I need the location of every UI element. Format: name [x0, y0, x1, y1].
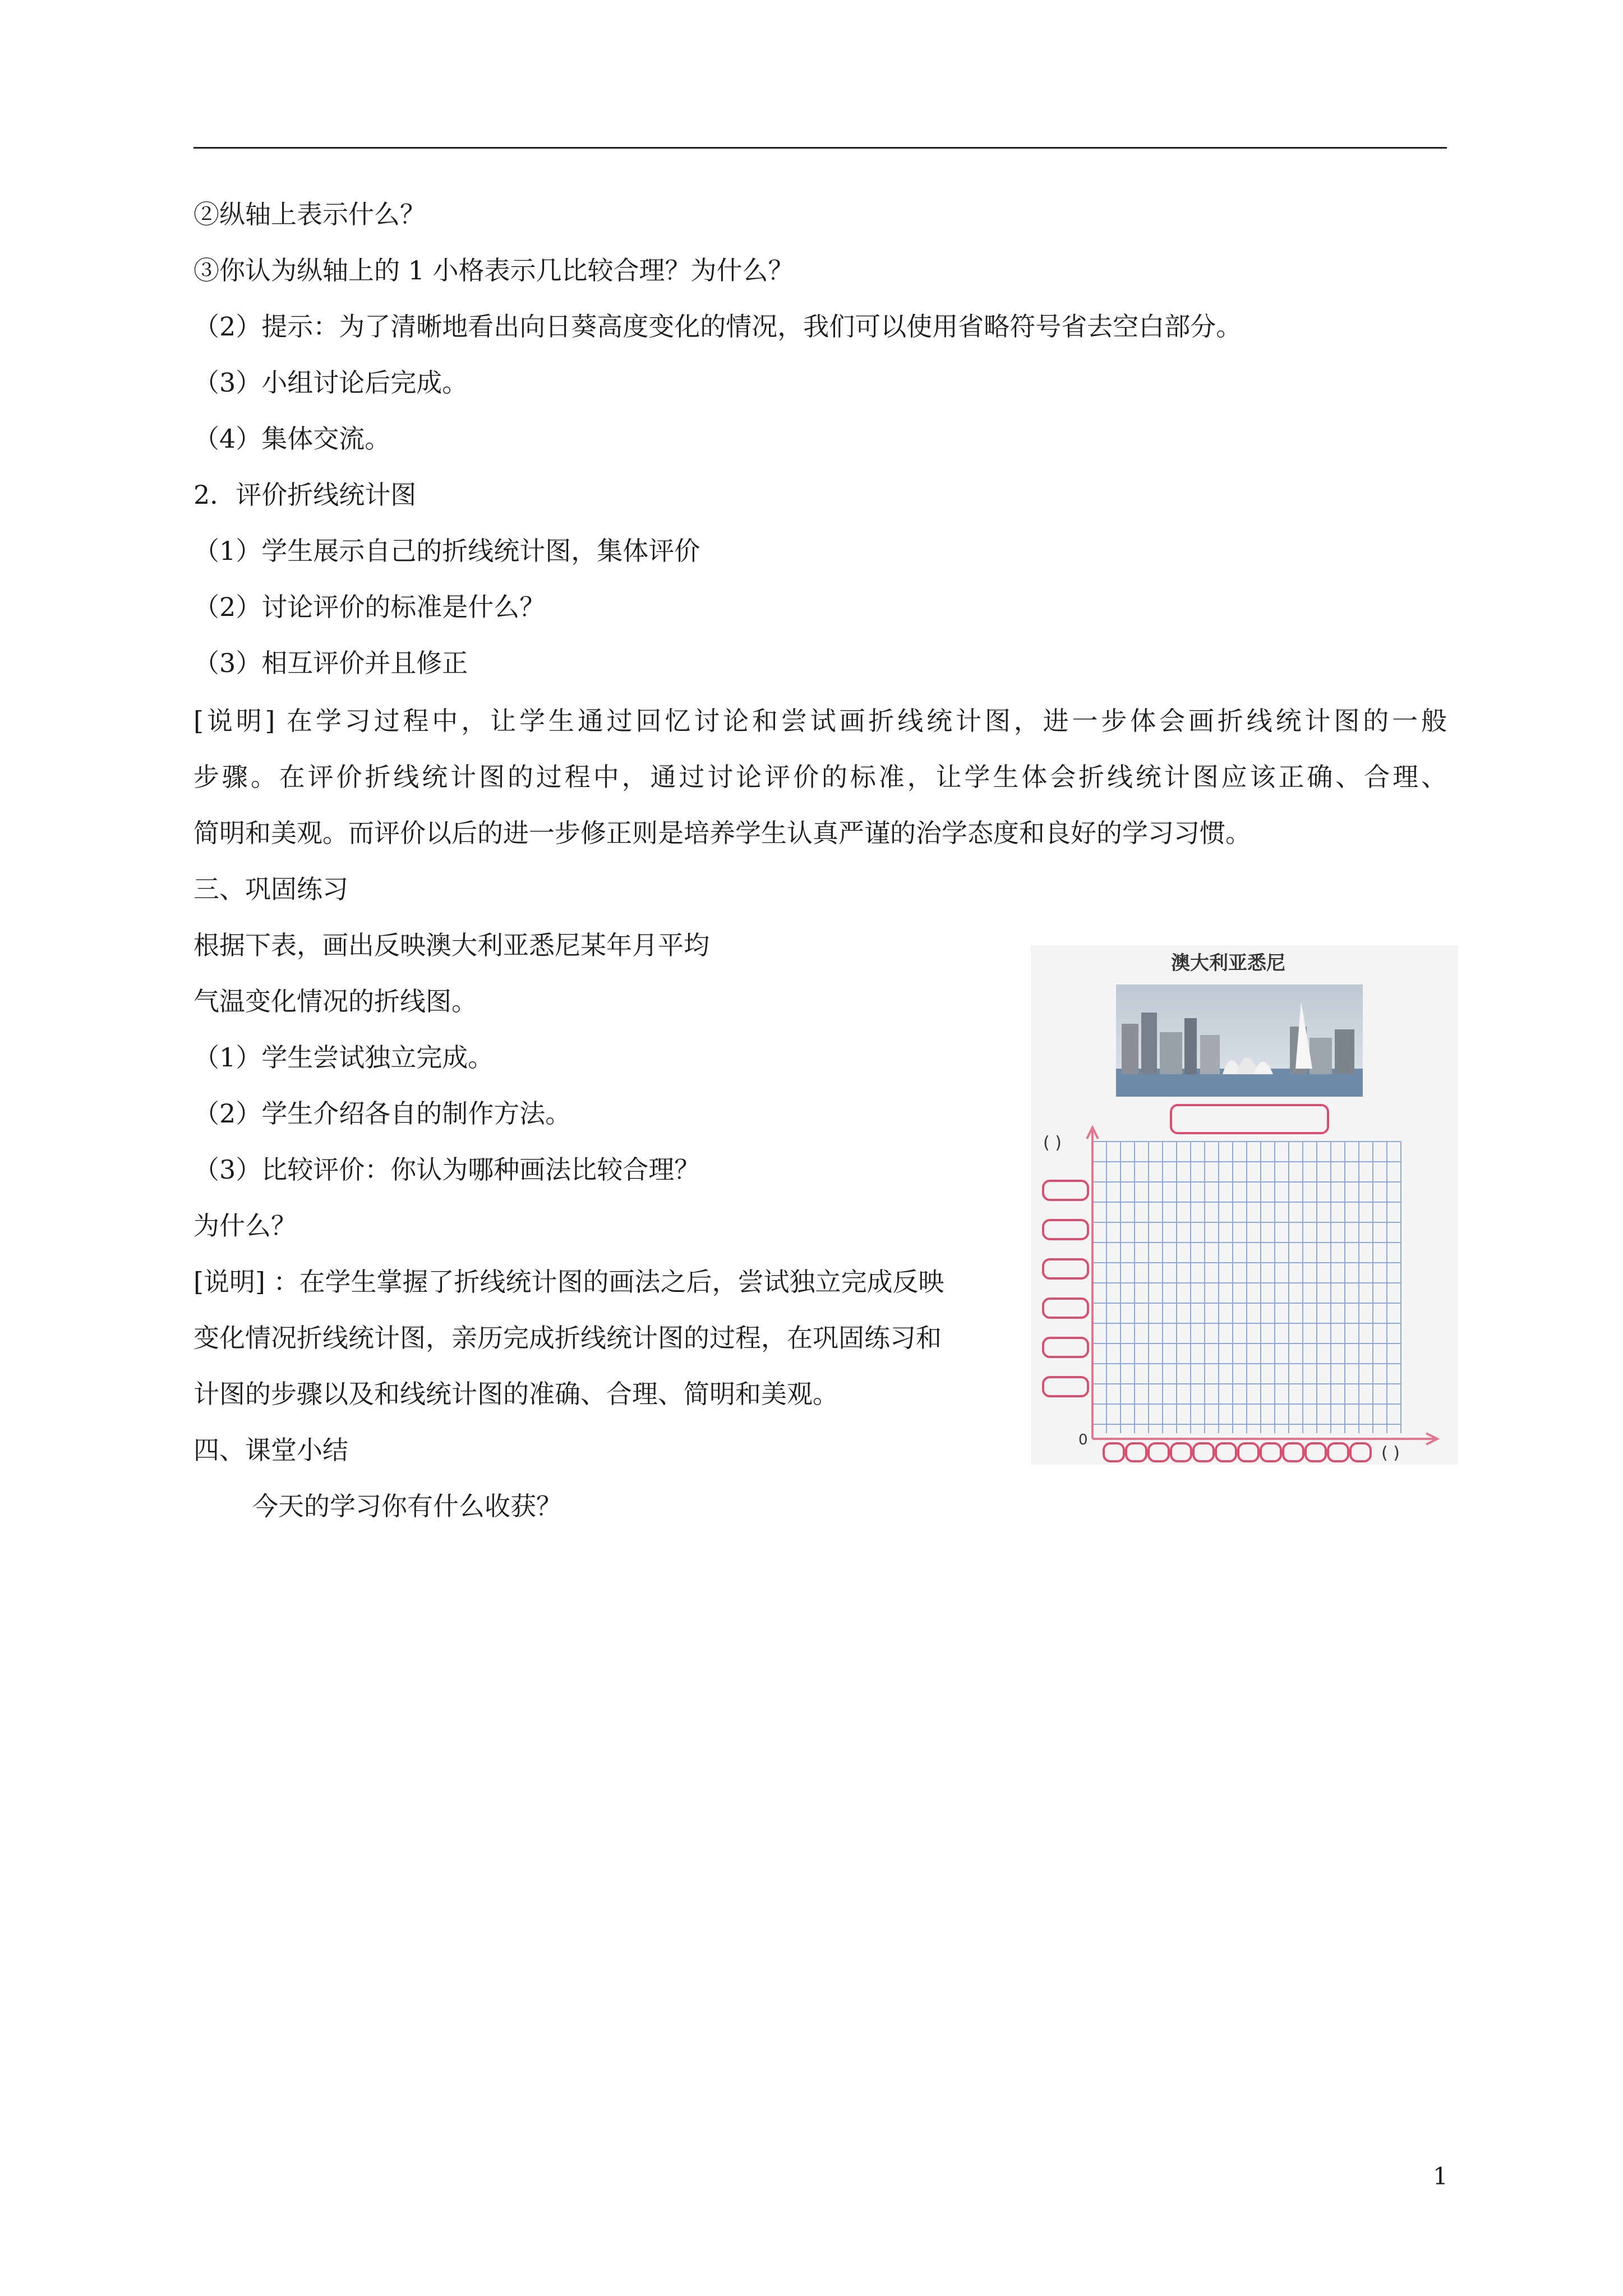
text-line: 步骤。在评价折线统计图的过程中，通过讨论评价的标准，让学生体会折线统计图应该正确、合理、	[193, 762, 1447, 792]
text-line: 简明和美观。而评价以后的进一步修正则是培养学生认真严谨的治学态度和良好的学习习惯。	[193, 818, 1251, 848]
section-heading: 三、巩固练习	[193, 874, 348, 904]
text-line: ③你认为纵轴上的 1 小格表示几比较合理？为什么？	[193, 255, 794, 286]
origin-label: 0	[1078, 1432, 1088, 1448]
header-rule	[193, 147, 1447, 149]
text-line: [说明] ：在学生掌握了折线统计图的画法之后，尝试独立完成反映	[193, 1267, 944, 1297]
text-line: 变化情况折线统计图，亲历完成折线统计图的过程，在巩固练习和	[193, 1323, 942, 1353]
text-line: 计图的步骤以及和线统计图的准确、合理、简明和美观。	[193, 1379, 838, 1409]
text-line: 为什么？	[193, 1211, 297, 1241]
y-axis-unit: ( )	[1043, 1133, 1062, 1153]
text-line: （2）提示：为了清晰地看出向日葵高度变化的情况，我们可以使用省略符号省去空白部分。	[193, 311, 1242, 342]
text-line: （3）小组讨论后完成。	[193, 367, 468, 398]
text-line: [说明] 在学习过程中，让学生通过回忆讨论和尝试画折线统计图，进一步体会画折线统计图的一般	[193, 706, 1447, 736]
text-line: （2）讨论评价的标准是什么？	[193, 592, 546, 622]
text-line: （1）学生尝试独立完成。	[193, 1042, 494, 1073]
empty-chart-grid	[1031, 945, 1458, 1465]
text-line: （3）比较评价：你认为哪种画法比较合理？	[193, 1154, 700, 1185]
text-line: （2）学生介绍各自的制作方法。	[193, 1098, 571, 1129]
text-line: ②纵轴上表示什么？	[193, 199, 426, 229]
text-line: （4）集体交流。	[193, 424, 391, 454]
section-heading: 2．评价折线统计图	[193, 480, 417, 510]
text-line: （3）相互评价并且修正	[193, 648, 468, 678]
text-line: 今天的学习你有什么收获？	[252, 1491, 562, 1521]
text-line: 气温变化情况的折线图。	[193, 986, 477, 1016]
page-number: 1	[1433, 2162, 1448, 2190]
text-line: （1）学生展示自己的折线统计图，集体评价	[193, 536, 700, 566]
x-axis-unit: ( )	[1381, 1443, 1400, 1463]
section-heading: 四、课堂小结	[193, 1435, 348, 1465]
figure-title: 澳大利亚悉尼	[1171, 952, 1285, 974]
blank-line-chart-figure	[1031, 945, 1458, 1465]
text-line: 根据下表，画出反映澳大利亚悉尼某年月平均	[193, 930, 709, 960]
